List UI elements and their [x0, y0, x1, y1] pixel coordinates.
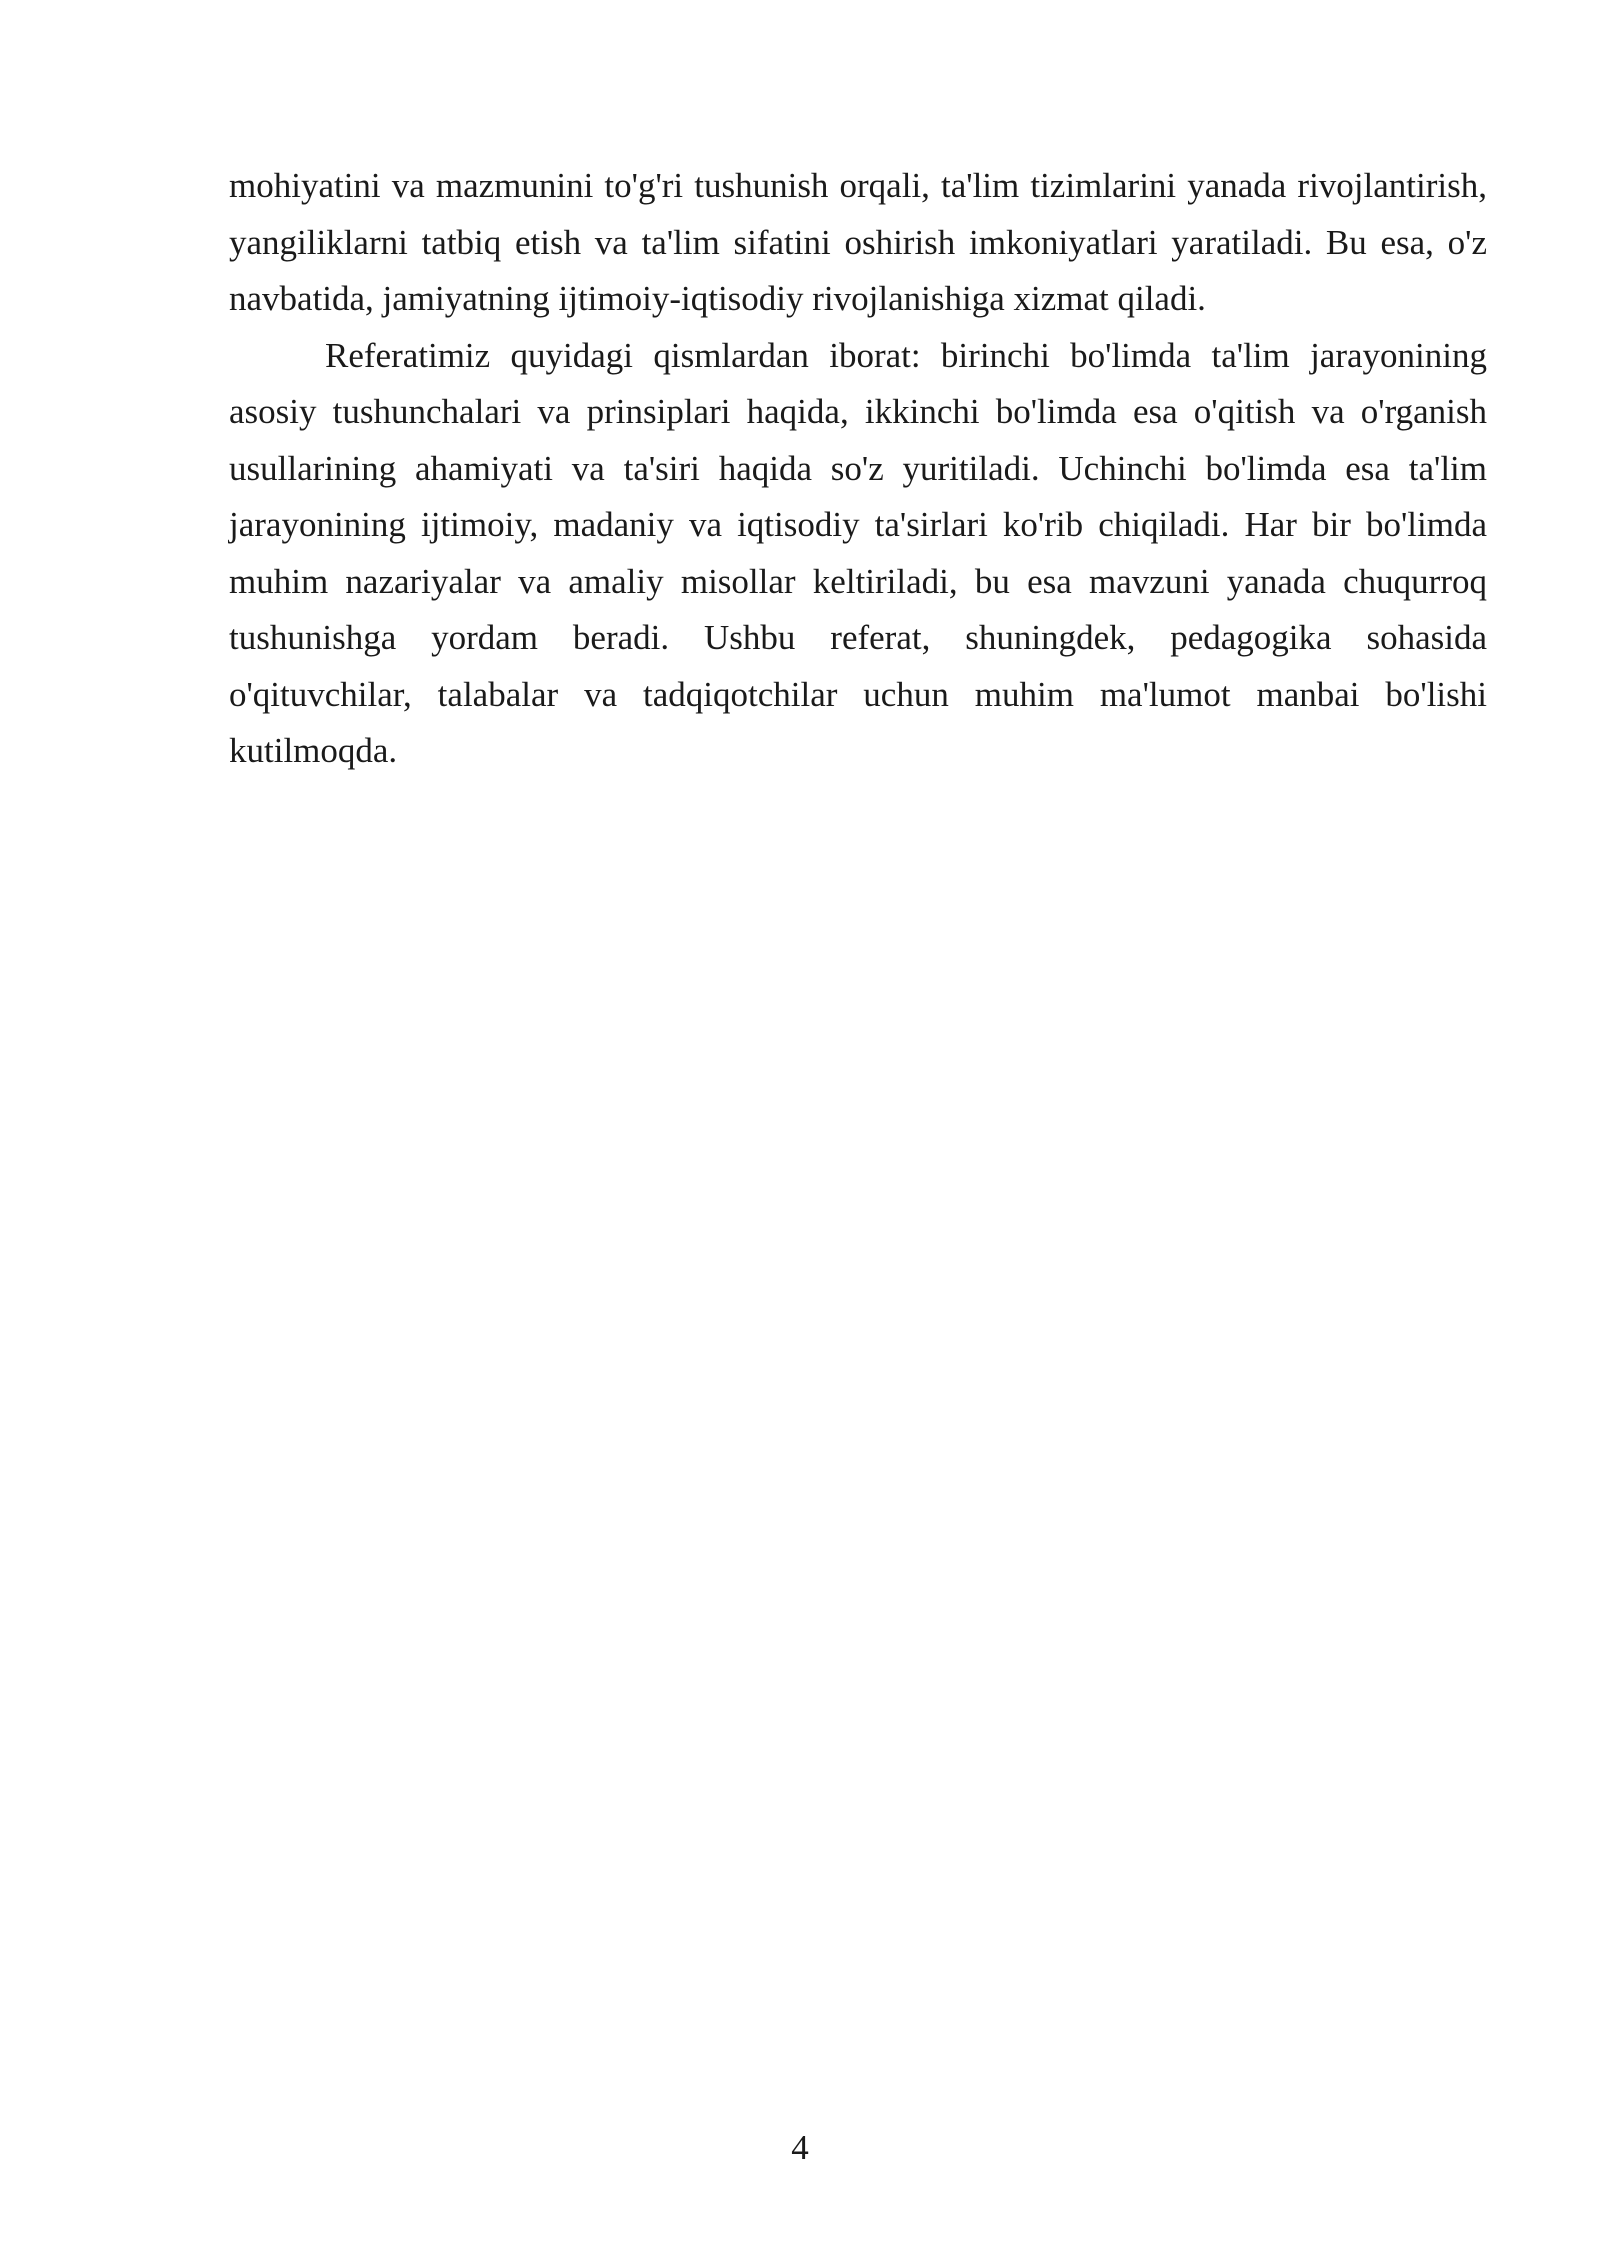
page-number: 4 [791, 2128, 809, 2167]
paragraph-continuation: mohiyatini va mazmunini to'g'ri tushunish orqali, ta'lim tizimlarini yanada rivojlantirish, yangiliklarni tatbiq etish va ta'lim sifatini oshirish imkoniyatlari yaratiladi. Bu esa, o'z navbatida, jamiyatning ijtimoiy-iqtisodiy rivojlanishiga xizmat qiladi. [229, 166, 1487, 318]
body-text [229, 158, 1487, 780]
paragraph-outline: Referatimiz quyidagi qismlardan iborat: birinchi bo'limda ta'lim jarayonining asosiy tushunchalari va prinsiplari haqida, ikkinchi bo'limda esa o'qitish va o'rganish usullarining ahamiyati va ta'siri haqida so'z yuritiladi. Uchinchi bo'limda esa ta'lim jarayonining ijtimoiy, madaniy va iqtisodiy ta'sirlari ko'rib chiqiladi. Har bir bo'limda muhim nazariyalar va amaliy misollar keltiriladi, bu esa mavzuni yanada chuqurroq tushunishga yordam beradi. Ushbu referat, shuningdek, pedagogika sohasida o'qituvchilar, talabalar va tadqiqotchilar uchun muhim ma'lumot manbai bo'lishi kutilmoqda. [229, 335, 1487, 770]
